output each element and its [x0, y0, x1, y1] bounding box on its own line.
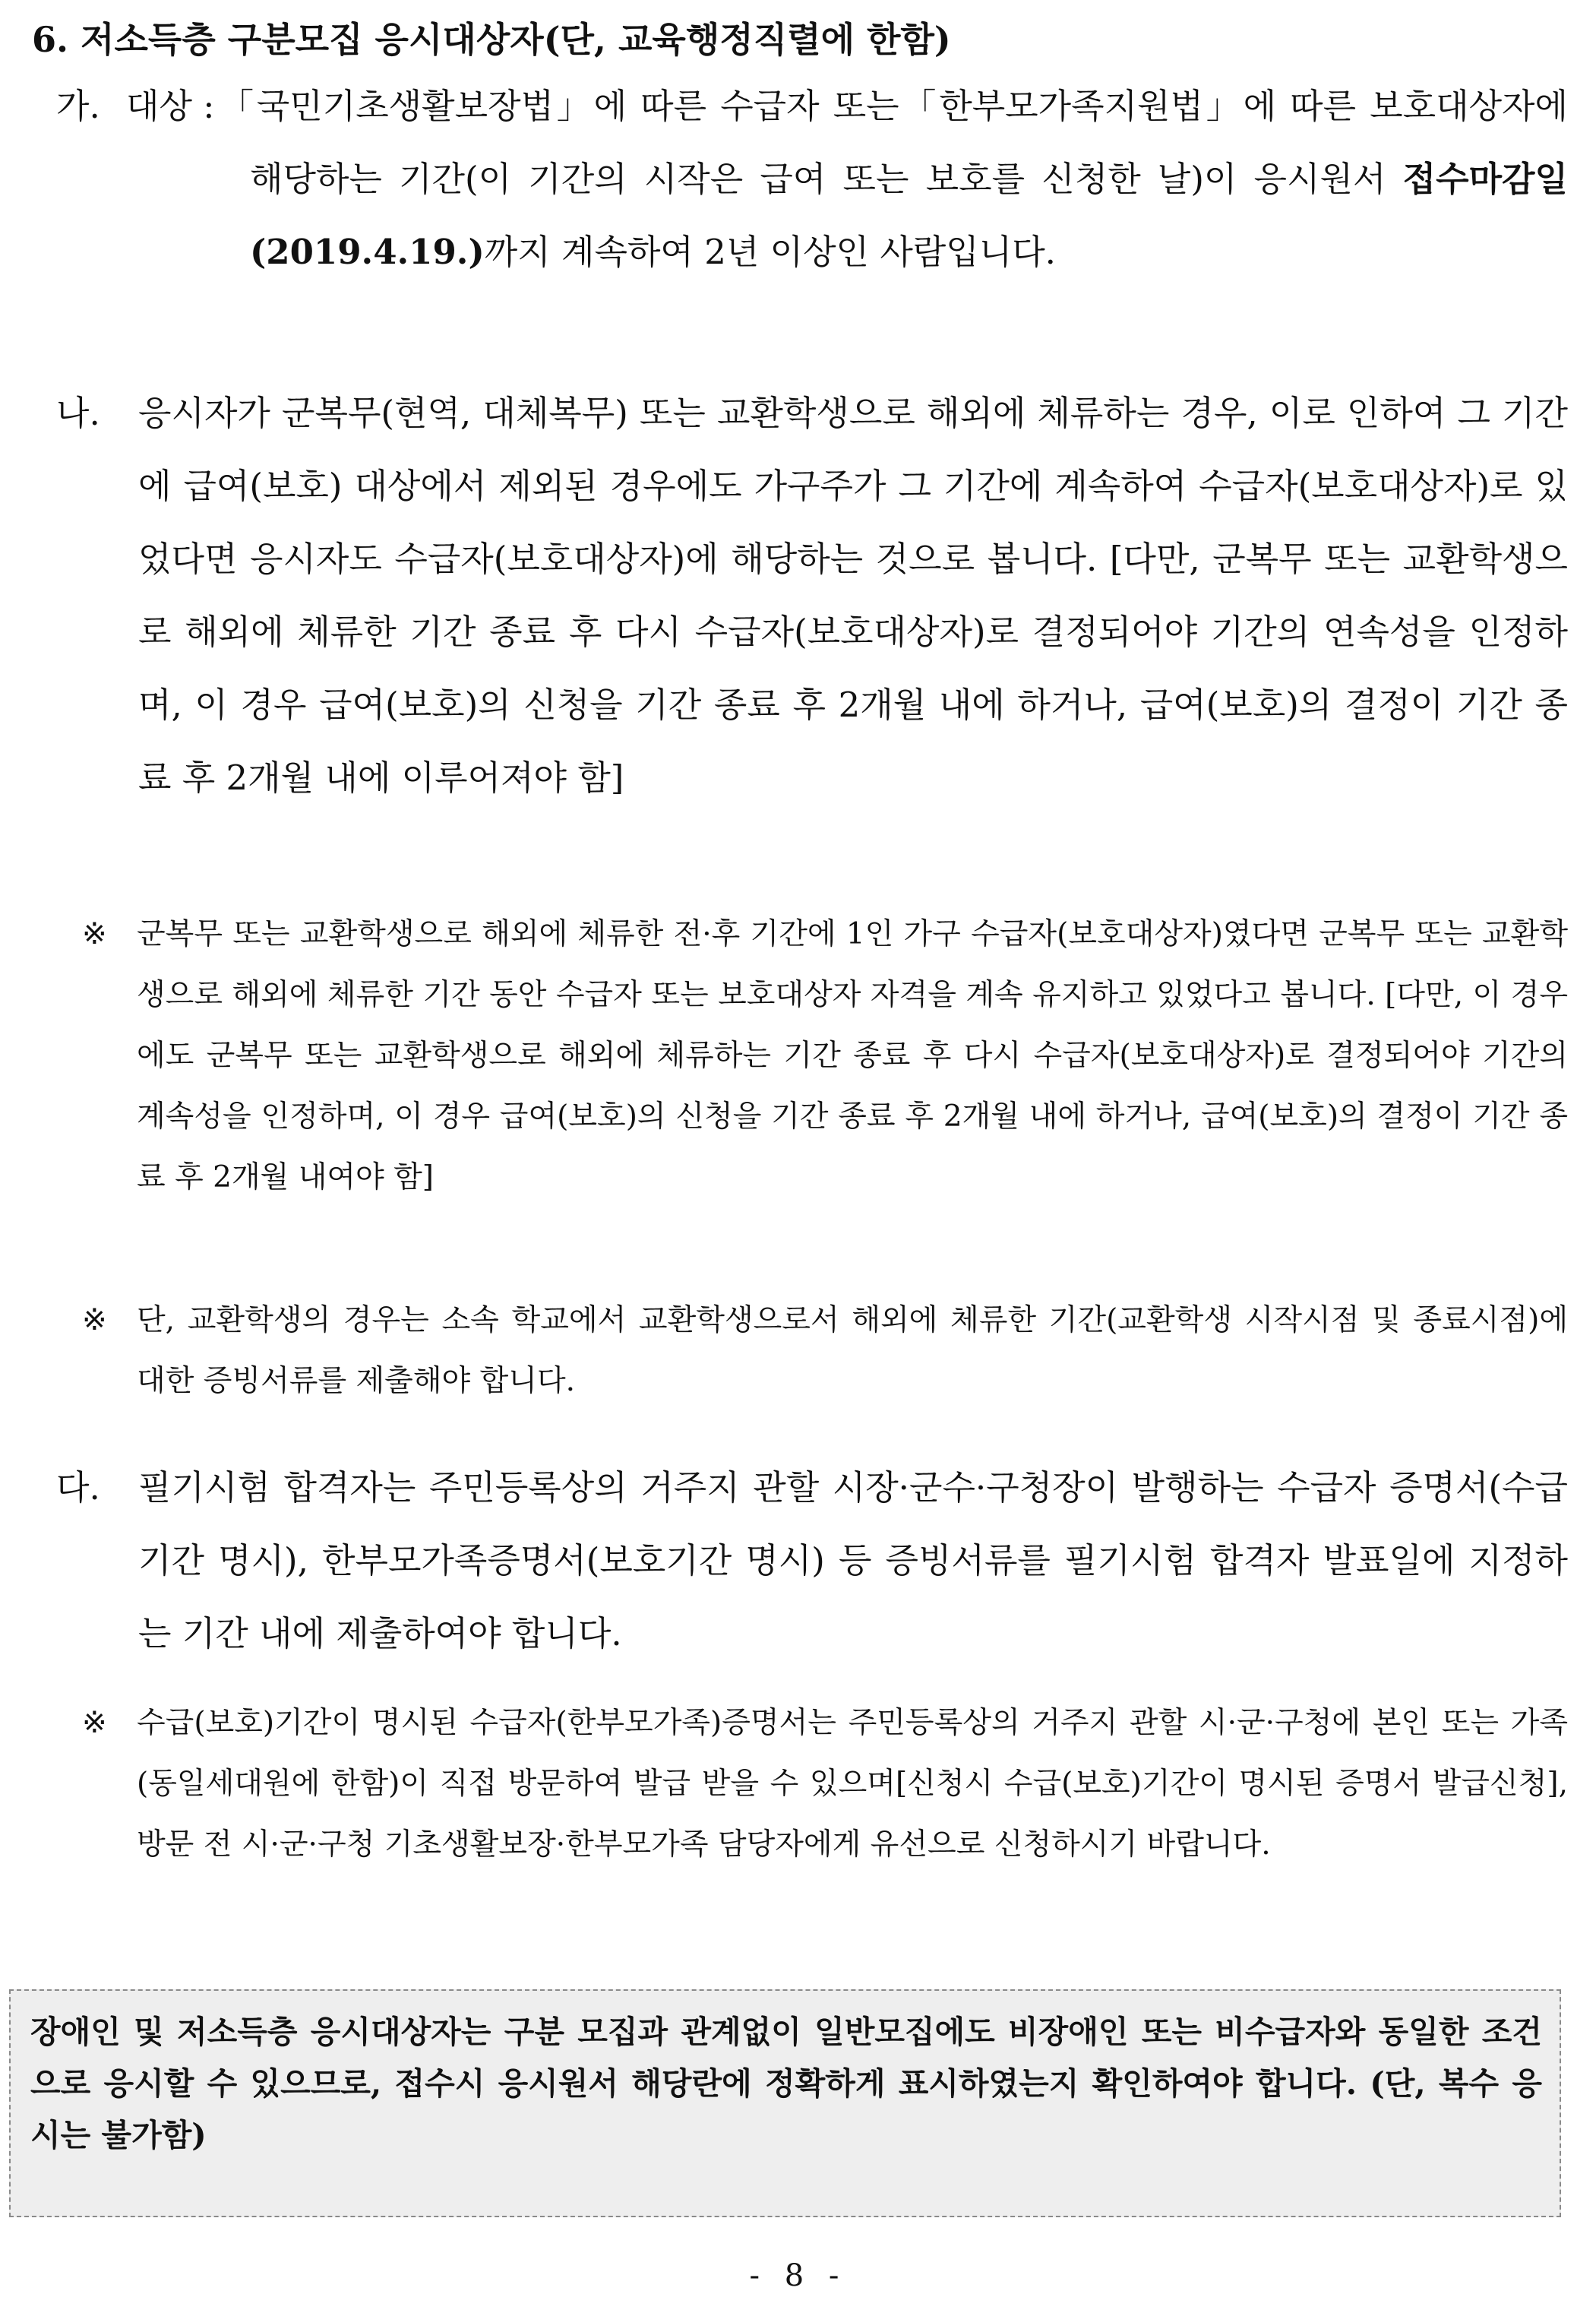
note-da	[82, 1693, 1568, 1944]
note-na-2	[82, 1290, 1568, 1419]
page-number: - 8 -	[749, 2258, 847, 2293]
note-na-1	[82, 904, 1568, 1284]
item-ga-deadline: 접수마감일(2019.4.19.)	[250, 159, 1568, 272]
item-da	[56, 1451, 1568, 1679]
section-title: 6. 저소득층 구분모집 응시대상자(단, 교육행정직렬에 한함)	[32, 19, 951, 60]
item-na-text: 응시자가 군복무(현역, 대체복무) 또는 교환학생으로 해외에 체류하는 경우, 이로 인하여 그 기간에 급여(보호) 대상에서 제외된 경우에도 가구주가 그 기간에 계속하여 수급자(보호대상자)로 있었다면 응시자도 수급자(보호대상자)에 해당하는 것으로 봅니다. [다만, 군복무 또는 교환학생으로 해외에 체류한 기간 종료 후 다시 수급자(보호대상자)로 결정되어야 기간의 연속성을 인정하며, 이 경우 급여(보호)의 신청을 기간 종료 후 2개월 내에 하거나, 급여(보호)의 결정이 기간 종료 후 2개월 내에 이루어져야 함]	[138, 393, 1568, 798]
item-ga	[56, 70, 1568, 374]
item-ga-marker: 가.	[56, 86, 100, 126]
note-na-1-text: 군복무 또는 교환학생으로 해외에 체류한 전·후 기간에 1인 가구 수급자(보호대상자)였다면 군복무 또는 교환학생으로 해외에 체류한 기간 동안 수급자 또는 보호대상자 자격을 계속 유지하고 있었다고 봅니다. [다만, 이 경우에도 군복무 또는 교환학생으로 해외에 체류하는 기간 종료 후 다시 수급자(보호대상자)로 결정되어야 기간의 계속성을 인정하며, 이 경우 급여(보호)의 신청을 기간 종료 후 2개월 내에 하거나, 급여(보호)의 결정이 기간 종료 후 2개월 내여야 함]	[137, 917, 1568, 1194]
item-ga-text-start: 「국민기초생활보장법」에 따른 수급자 또는「한부모가족지원법」에 따른 보호대상자에 해당하는 기간(이 기간의 시작은 급여 또는 보호를 신청한 날)이 응시원서	[220, 86, 1568, 199]
item-ga-text-end: 까지 계속하여 2년 이상인 사람입니다.	[484, 232, 1056, 272]
note-na-2-mark: ※	[82, 1303, 107, 1337]
item-ga-text	[220, 70, 1568, 289]
notice-box	[9, 1989, 1561, 2217]
item-da-text: 필기시험 합격자는 주민등록상의 거주지 관할 시장·군수·구청장이 발행하는 수급자 증명서(수급기간 명시), 한부모가족증명서(보호기간 명시) 등 증빙서류를 필기시험 합격자 발표일에 지정하는 기간 내에 제출하여야 합니다.	[138, 1467, 1568, 1653]
note-da-mark: ※	[82, 1706, 107, 1740]
note-da-text: 수급(보호)기간이 명시된 수급자(한부모가족)증명서는 주민등록상의 거주지 관할 시·군·구청에 본인 또는 가족(동일세대원에 한함)이 직접 방문하여 발급 받을 수 있으며[신청시 수급(보호)기간이 명시된 증명서 발급신청], 방문 전 시·군·구청 기초생활보장·한부모가족 담당자에게 유선으로 신청하시기 바랍니다.	[137, 1706, 1568, 1862]
item-na-marker: 나.	[56, 393, 100, 433]
note-na-2-text: 단, 교환학생의 경우는 소속 학교에서 교환학생으로서 해외에 체류한 기간(교환학생 시작시점 및 종료시점)에 대한 증빙서류를 제출해야 합니다.	[137, 1303, 1568, 1398]
item-na	[56, 377, 1568, 894]
item-da-marker: 다.	[56, 1467, 100, 1508]
item-ga-label: 대상 :	[126, 86, 215, 126]
note-na-1-mark: ※	[82, 917, 107, 951]
notice-box-text: 장애인 및 저소득층 응시대상자는 구분 모집과 관계없이 일반모집에도 비장애인 또는 비수급자와 동일한 조건으로 응시할 수 있으므로, 접수시 응시원서 해당란에 정확하게 표시하였는지 확인하여야 합니다. (단, 복수 응시는 불가함)	[30, 2014, 1542, 2153]
